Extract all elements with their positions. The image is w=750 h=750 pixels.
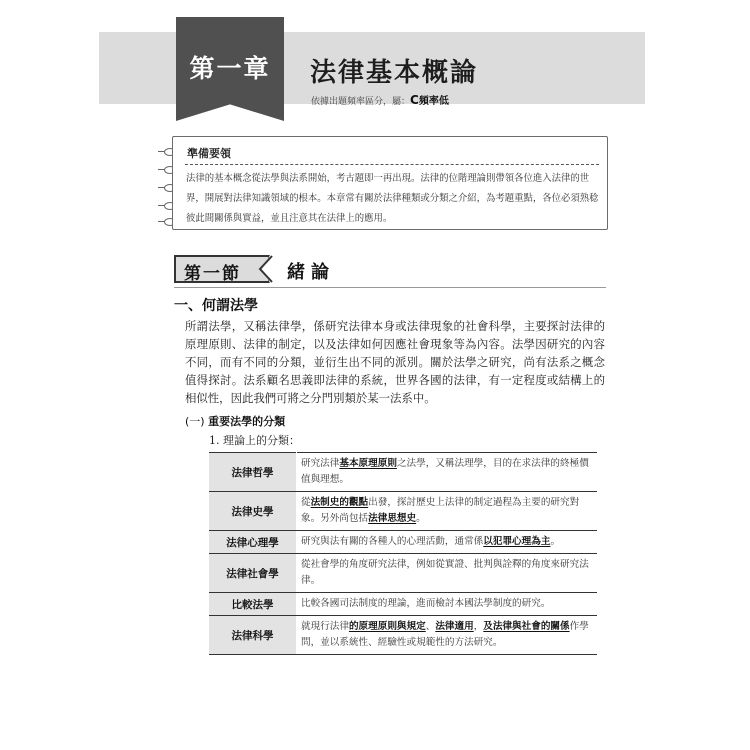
description-text: 。 — [416, 513, 426, 524]
description-text: 從社會學的角度研究法律，例如從實證、批判與詮釋的角度來研究法律。 — [301, 559, 589, 586]
subheading-classification — [185, 413, 285, 429]
frequency-label: 頻率低 — [418, 96, 449, 107]
intro-paragraph: 所謂法學，又稱法律學，係研究法律本身或法律現象的社會科學，主要探討法律的原理原則、法律的制定，以及法律如何因應社會現象等為內容。法學因研究的內容不同，而有不同的分類，並衍生出不同的派別。關於法學之研究，尚有法系之概念值得探討。法系顧名思義即法律的系統，世界各國的法律，有一定程度或結構上的相似性，因此我們可將之分門別類於某一法系中。 — [185, 319, 605, 405]
emphasized-text: 以犯罪心理為主 — [483, 536, 551, 547]
table-term: 法律哲學 — [209, 453, 297, 492]
description-text: 研究與法有關的各種人的心理活動，通常係 — [301, 536, 484, 547]
emphasized-text: 基本原理原則 — [339, 458, 397, 469]
description-text: 出發，探討歷史上法律的制定過程為主要的研究對象。另外尚包括 — [301, 497, 580, 524]
heading-what-is-jurisprudence: 一、何謂法學 — [174, 298, 258, 314]
emphasized-text: 法律思想史 — [368, 513, 417, 524]
table-term: 比較法學 — [209, 593, 297, 616]
description-text: 作學問，並以系統性、經驗性或規範性的方法研究。 — [301, 621, 589, 648]
frequency-prefix: 依據出題頻率區分，屬： — [311, 97, 411, 107]
subheading-text: 重要法學的分類 — [208, 415, 286, 428]
description-text: ， — [473, 621, 484, 632]
table-term: 法律科學 — [209, 616, 297, 655]
preparation-title: 準備要領 — [187, 147, 231, 160]
table-row — [209, 531, 597, 554]
description-text: 就現行法律 — [301, 621, 349, 632]
subheading-theoretical: 1. 理論上的分類： — [209, 434, 300, 447]
frequency-letter: C — [410, 93, 419, 107]
table-term: 法律社會學 — [209, 554, 297, 593]
table-term: 法律史學 — [209, 492, 297, 531]
chevron-left-icon — [256, 255, 274, 283]
emphasized-text: 及法律與社會的關係 — [483, 621, 570, 632]
description-text: 之法學，又稱法理學，目的在求法律的終極價值與理想。 — [301, 458, 589, 485]
subheading-number: (一) — [185, 415, 205, 428]
table-row — [209, 492, 597, 531]
table-description — [297, 531, 598, 554]
table-description — [297, 492, 598, 531]
table-row — [209, 616, 597, 655]
table-term: 法律心理學 — [209, 531, 297, 554]
table-description — [297, 593, 598, 616]
table-description — [297, 616, 598, 655]
table-row — [209, 554, 597, 593]
chapter-frequency-note — [311, 92, 449, 107]
description-text: 從 — [301, 497, 311, 508]
description-text: 研究法律 — [301, 458, 340, 469]
preparation-box — [172, 136, 608, 230]
table-row — [209, 593, 597, 616]
description-text: 、 — [425, 621, 436, 632]
description-text: 。 — [550, 536, 561, 547]
section-divider — [174, 287, 606, 288]
preparation-text: 法律的基本概念從法學與法系開始，考古題即一再出現。法律的位階理論則帶領各位進入法律的世界，開展對法律知識領域的根本。本章常有關於法律種類或分類之介紹，為考題重點，各位必須熟稔彼此間關係與實益，並且注意其在法律上的應用。 — [186, 173, 599, 224]
table-description — [297, 554, 598, 593]
chapter-number: 第一章 — [189, 54, 271, 83]
emphasized-text: 的原理原則與規定 — [348, 621, 426, 632]
classification-table — [209, 452, 597, 655]
table-description — [297, 453, 598, 492]
emphasized-text: 法制史的觀點 — [310, 497, 369, 508]
dashed-divider — [185, 164, 599, 165]
emphasized-text: 法律適用 — [435, 621, 474, 632]
description-text: 比較各國司法制度的理論，進而檢討本國法學制度的研究。 — [301, 598, 551, 609]
chapter-title: 法律基本概論 — [310, 58, 479, 88]
section-title: 緒論 — [287, 262, 335, 283]
table-row — [209, 453, 597, 492]
section-number: 第一節 — [184, 264, 241, 284]
